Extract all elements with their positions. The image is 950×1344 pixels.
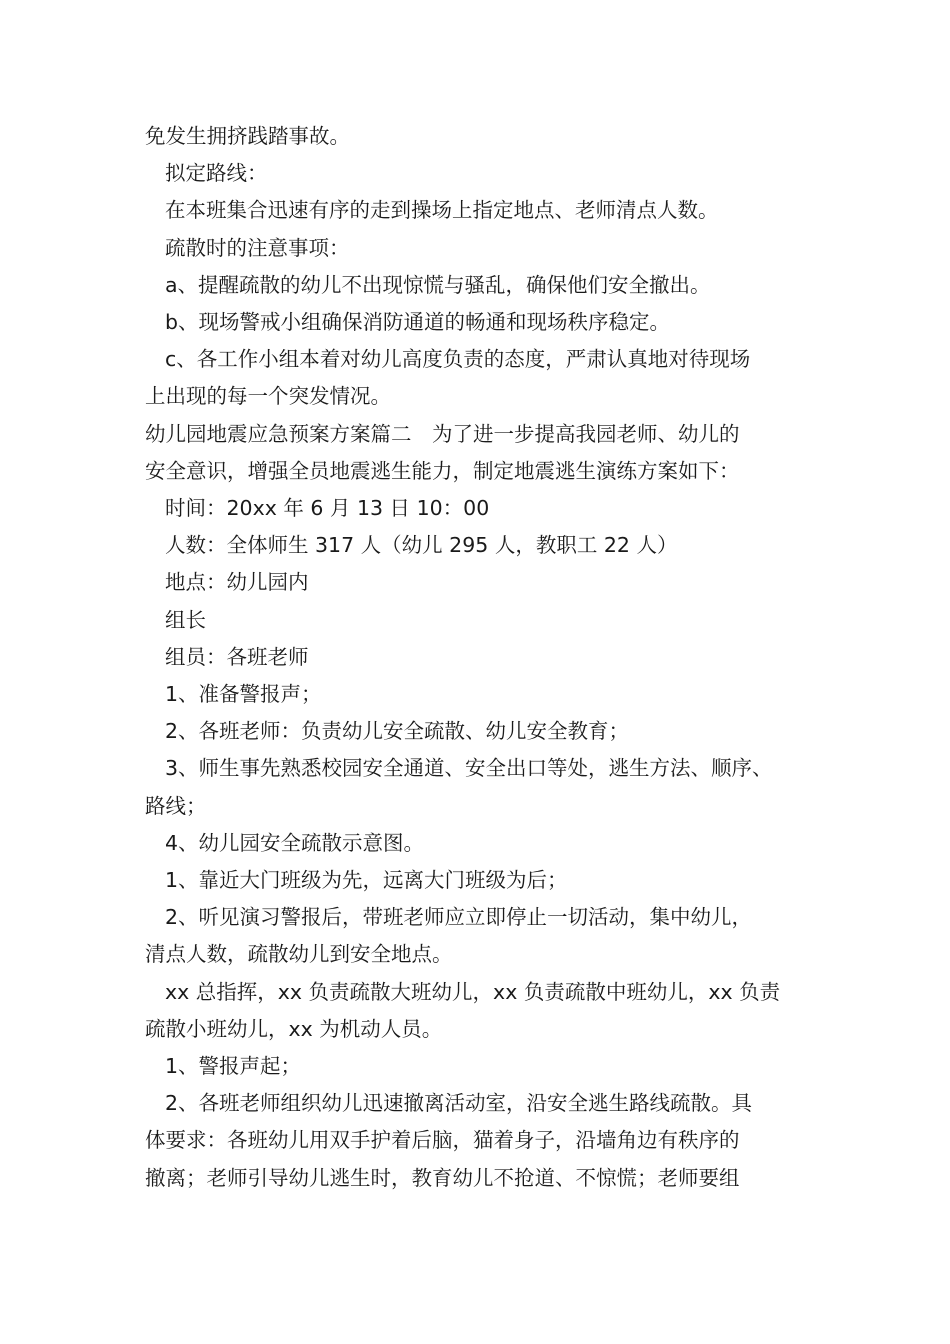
text-line: 上出现的每一个突发情况。 <box>145 384 391 409</box>
text-line: 撤离；老师引导幼儿逃生时，教育幼儿不抢道、不惊慌；老师要组 <box>145 1165 740 1190</box>
text-line: 疏散时的注意事项： <box>165 235 350 260</box>
text-line: 组员：各班老师 <box>165 644 309 669</box>
text-line: c、各工作小组本着对幼儿高度负责的态度，严肃认真地对待现场 <box>165 347 751 372</box>
text-line: 1、准备警报声； <box>165 682 322 707</box>
text-line: 免发生拥挤践踏事故。 <box>145 124 350 148</box>
text-line: 地点：幼儿园内 <box>165 570 309 595</box>
text-line: xx 总指挥，xx 负责疏散大班幼儿，xx 负责疏散中班幼儿，xx 负责 <box>165 979 781 1004</box>
text-line: 1、警报声起； <box>165 1054 302 1079</box>
text-line: 拟定路线： <box>165 161 268 186</box>
text-line: 2、各班老师组织幼儿迅速撤离活动室，沿安全逃生路线疏散。具 <box>165 1091 753 1116</box>
text-line: 清点人数，疏散幼儿到安全地点。 <box>145 942 453 967</box>
text-line: 疏散小班幼儿，xx 为机动人员。 <box>145 1016 443 1041</box>
text-line: 2、各班老师：负责幼儿安全疏散、幼儿安全教育； <box>165 719 630 744</box>
text-line: 体要求：各班幼儿用双手护着后脑，猫着身子，沿墙角边有秩序的 <box>145 1128 740 1153</box>
text-line: 4、幼儿园安全疏散示意图。 <box>165 830 425 855</box>
text-line: 2、听见演习警报后，带班老师应立即停止一切活动，集中幼儿， <box>165 905 753 930</box>
text-line: 安全意识，增强全员地震逃生能力，制定地震逃生演练方案如下： <box>145 458 740 483</box>
document-body <box>145 118 810 1197</box>
section-heading-line: 幼儿园地震应急预案方案篇二 为了进一步提高我园老师、幼儿的 <box>145 421 740 446</box>
text-line: 组长 <box>165 607 206 632</box>
text-line: a、提醒疏散的幼儿不出现惊慌与骚乱，确保他们安全撤出。 <box>165 272 711 297</box>
text-line: b、现场警戒小组确保消防通道的畅通和现场秩序稳定。 <box>165 310 671 335</box>
text-line: 3、师生事先熟悉校园安全通道、安全出口等处，逃生方法、顺序、 <box>165 756 773 781</box>
text-line: 时间：20xx 年 6 月 13 日 10：00 <box>165 496 490 521</box>
text-line: 路线； <box>145 793 207 818</box>
text-line: 在本班集合迅速有序的走到操场上指定地点、老师清点人数。 <box>165 198 719 223</box>
text-line: 人数：全体师生 317 人（幼儿 295 人，教职工 22 人） <box>165 533 678 558</box>
text-line: 1、靠近大门班级为先，远离大门班级为后； <box>165 868 568 893</box>
